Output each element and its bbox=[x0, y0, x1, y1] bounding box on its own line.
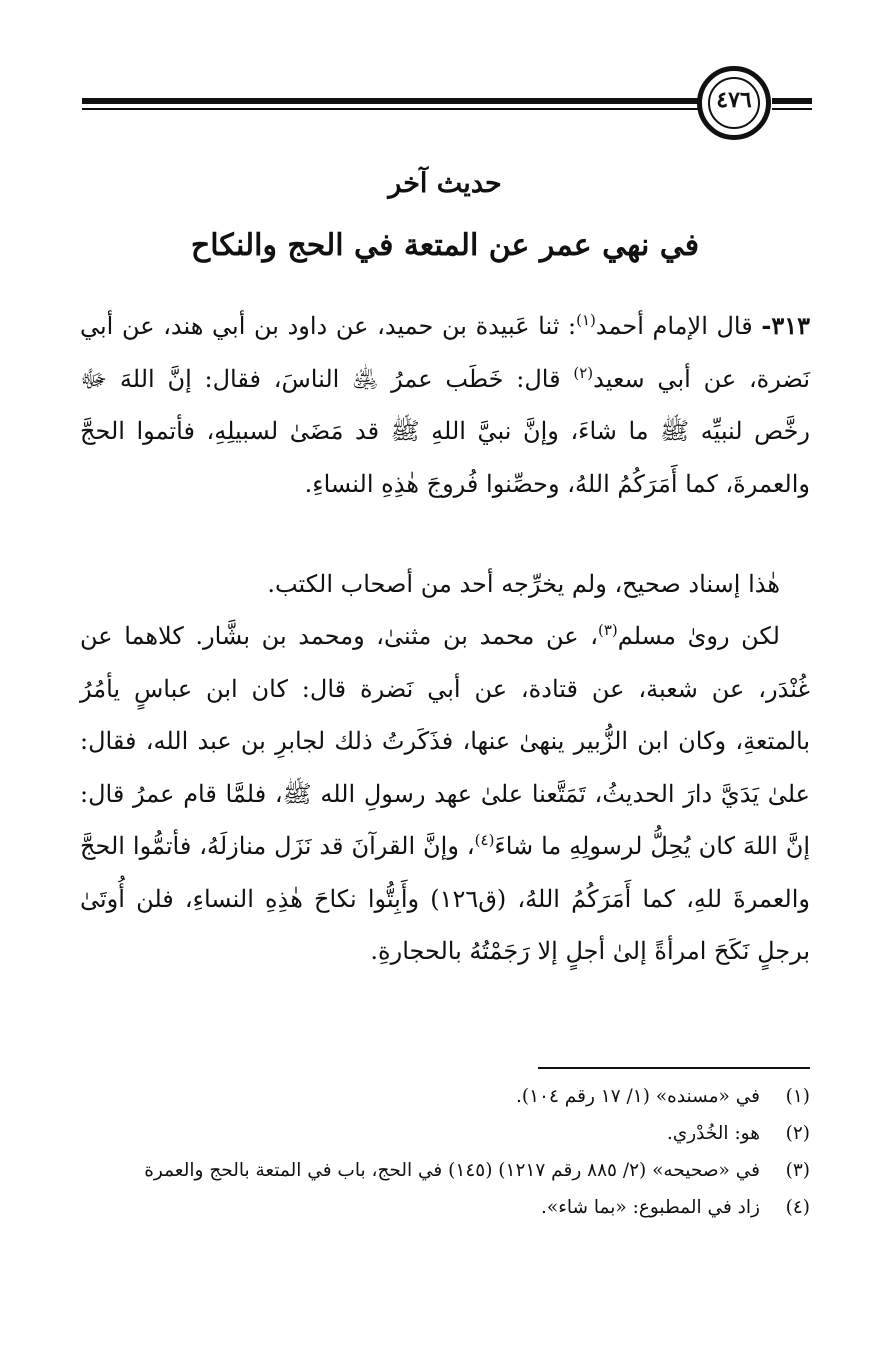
header-rule-thin bbox=[82, 108, 700, 110]
header-rule-right-thin bbox=[772, 108, 812, 110]
footnote-ref: (٤) bbox=[474, 831, 495, 849]
footnote-ref: (١) bbox=[576, 311, 596, 329]
footnote-separator bbox=[538, 1067, 810, 1069]
footnote bbox=[80, 1156, 810, 1186]
footnote-text: هو: الخُدْري. bbox=[666, 1123, 760, 1144]
narration-text-part: ، وإنَّ القرآنَ قد نَزَل منازلَهُ، فأتمُّوا الحجَّ والعمرةَ للهِ، كما أَمَرَكُمُ اللهُ، (ق١٢٦) وأَبِتُّوا نكاحَ هٰذِهِ النساءِ، فلن أُوتَىٰ برجلٍ نَكَحَ امرأةً إلىٰ أجلٍ إلا رَجَمْتُهُ بالحجارةِ. bbox=[80, 832, 811, 965]
footnote-text: في «صحيحه» (٢/ ٨٨٥ رقم ١٢١٧) (١٤٥) في الحج، باب في المتعة بالحج والعمرة bbox=[144, 1160, 760, 1181]
footnote-text: في «مسنده» (١/ ١٧ رقم ١٠٤). bbox=[516, 1086, 760, 1107]
footnote-mark: (٤) bbox=[785, 1197, 810, 1218]
muslim-narration bbox=[80, 610, 810, 978]
narration-text-part: لكن روىٰ مسلم bbox=[617, 622, 780, 650]
footnote-mark: (١) bbox=[785, 1086, 810, 1107]
footnote-ref: (٣) bbox=[597, 621, 618, 639]
footnotes bbox=[80, 1082, 810, 1230]
footnote-mark: (٢) bbox=[785, 1123, 810, 1144]
header-rule-right-thick bbox=[772, 98, 812, 104]
hadith-number: ٣١٣- bbox=[761, 311, 810, 340]
hadith-paragraph bbox=[80, 300, 810, 510]
narration-text-part: ، عن محمد بن مثنىٰ، ومحمد بن بشَّار. كلاهما عن غُنْدَر، عن شعبة، عن قتادة، عن أبي نَضرة قال: كان ابن عباسٍ يأمُرُ بالمتعةِ، وكان ابن الزُّبير ينهىٰ عنها، فذَكَرتُ ذلك لجابرِ بن عبد الله، فقال: علىٰ يَدَيَّ دارَ الحديثُ، تَمَتَّعنا علىٰ عهد رسولِ الله ﷺ، فلمَّا قام عمرُ قال: إنَّ اللهَ كان يُحِلُّ لرسولِهِ ما شاءَ bbox=[80, 622, 811, 860]
footnote bbox=[80, 1082, 810, 1112]
page-number: ٤٧٦ bbox=[716, 87, 752, 113]
isnad-comment: هٰذا إسناد صحيح، ولم يخرِّجه أحد من أصحاب الكتب. bbox=[267, 570, 780, 598]
section-title: حديث آخر bbox=[388, 168, 502, 199]
footnote-ref: (٢) bbox=[573, 363, 594, 382]
hadith-text-part: : ثنا عَبيدة بن حميد، عن داود بن أبي هند، عن أبي نَضرة، عن أبي سعيد bbox=[80, 312, 810, 393]
section-subtitle: في نهي عمر عن المتعة في الحج والنكاح bbox=[190, 228, 700, 263]
footnote-text: زاد في المطبوع: «بما شاء». bbox=[541, 1197, 760, 1218]
page-header bbox=[82, 66, 812, 146]
hadith-text-part: قال: خَطَب عمرُ ﵁ الناسَ، فقال: إنَّ اللهَ ﷻ رخَّص لنبيِّه ﷺ ما شاءَ، وإنَّ نبيَّ اللهِ ﷺ قد مَضَىٰ لسبيلِهِ، فأتموا الحجَّ والعمرةَ، كما أَمَرَكُمُ اللهُ، وحصِّنوا فُروجَ هٰذِهِ النساءِ. bbox=[80, 364, 810, 498]
hadith-text-part: قال الإمام أحمد bbox=[595, 312, 753, 340]
header-rule-thick bbox=[82, 98, 700, 104]
page-number-ornament bbox=[697, 66, 771, 140]
footnote-mark: (٣) bbox=[785, 1160, 810, 1181]
footnote bbox=[80, 1119, 810, 1149]
footnote bbox=[80, 1193, 810, 1223]
